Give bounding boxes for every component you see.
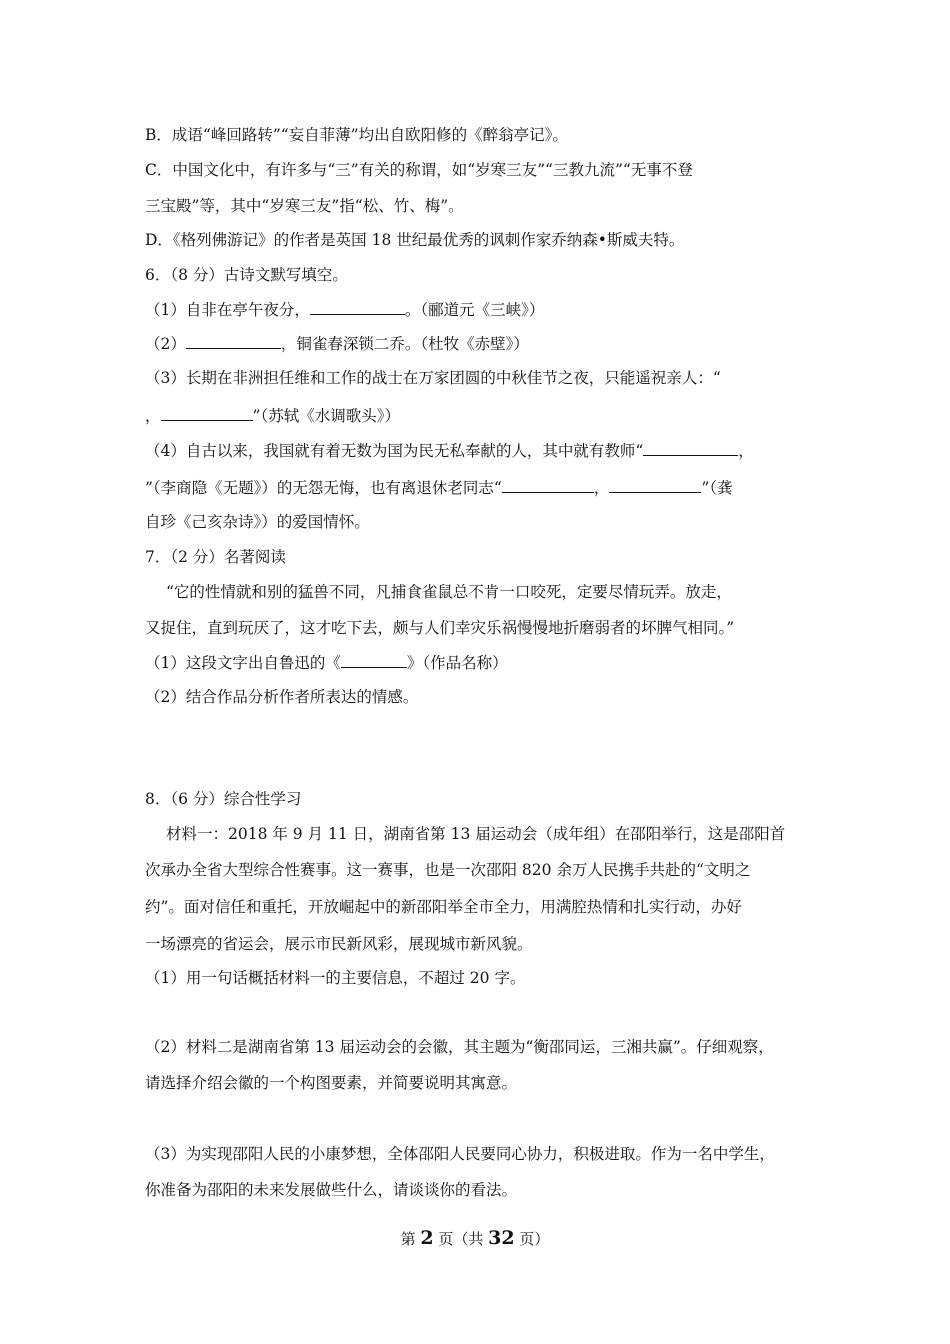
q6-sentence-3-line2 (145, 404, 825, 427)
answer-blank[interactable] (643, 439, 738, 456)
q7-s1-prefix: （1）这段文字出自鲁迅的《 (145, 654, 341, 672)
q8-material1-line2: 次承办全省大型综合性赛事。这一赛事，也是一次邵阳 820 余万人民携手共赴的“文明之 (145, 861, 751, 879)
answer-blank[interactable] (161, 404, 253, 421)
q8-sub1: （1）用一句话概括材料一的主要信息，不超过 20 字。 (145, 969, 526, 987)
q6-s3-suffix: ”（苏轼《水调歌头》） (252, 407, 400, 425)
q6-s4-text-a: ”（李商隐《无题》）的无怨无悔，也有离退休老同志“ (145, 479, 502, 497)
answer-blank[interactable] (502, 476, 594, 493)
q6-s3-prefix: ， (145, 407, 161, 425)
q8-material1-line1: 材料一：2018 年 9 月 11 日，湖南省第 13 届运动会（成年组）在邵阳举行，这是邵阳首 (166, 825, 786, 843)
footer-suffix: 页） (519, 1230, 550, 1248)
q6-s1-prefix: （1）自非在亭午夜分， (145, 301, 310, 319)
q8-title: 8．（6 分）综合性学习 (145, 790, 302, 808)
q7-s1-suffix: 》（作品名称） (406, 654, 508, 672)
footer-middle: 页（共 (438, 1230, 484, 1248)
q6-sentence-2 (145, 332, 825, 355)
q5-option-b: B．成语“峰回路转”“妄自菲薄”均出自欧阳修的《醉翁亭记》。 (145, 126, 568, 144)
q6-s4-text-c: ”（龚 (701, 479, 733, 497)
q6-sentence-4-line2 (145, 476, 825, 499)
q8-sub3-line2: 你准备为邵阳的未来发展做些什么，请谈谈你的看法。 (145, 1181, 518, 1199)
answer-blank[interactable] (186, 332, 281, 349)
q7-title: 7．（2 分）名著阅读 (145, 548, 286, 566)
answer-blank[interactable] (341, 651, 407, 668)
q6-sentence-3-line1: （3）长期在非洲担任维和工作的战士在万家团圆的中秋佳节之夜，只能遥祝亲人：“ (145, 369, 721, 387)
q8-sub2-line2: 请选择介绍会徽的一个构图要素，并简要说明其寓意。 (145, 1074, 518, 1092)
footer-prefix: 第 (400, 1230, 416, 1248)
q7-quote-line1: “它的性情就和别的猛兽不同，凡捕食雀鼠总不肯一口咬死，定要尽情玩弄。放走， (166, 583, 732, 601)
q8-material1-line3: 约”。面对信任和重托，开放崛起中的新邵阳举全市全力，用满腔热情和扎实行动，办好 (145, 898, 742, 916)
q6-s1-suffix: 。（郦道元《三峡》） (404, 301, 545, 319)
q6-s4-text-b: ， (593, 479, 610, 497)
q5-option-c-line2: 三宝殿”等，其中“岁寒三友”指“松、竹、梅”。 (145, 197, 464, 215)
q6-sentence-4-line3: 自珍《己亥杂诗》）的爱国情怀。 (145, 513, 370, 531)
q7-quote-line2: 又捉住，直到玩厌了，这才吃下去，颇与人们幸灾乐祸慢慢地折磨弱者的坏脾气相同。” (145, 619, 735, 637)
q7-sub2: （2）结合作品分析作者所表达的情感。 (145, 688, 419, 706)
q6-s2-prefix: （2） (145, 335, 186, 353)
q7-sub1 (145, 651, 825, 674)
q5-option-c-line1: C．中国文化中，有许多与“三”有关的称谓，如“岁寒三友”“三教九流”“无事不登 (145, 161, 693, 179)
q8-sub2-line1: （2）材料二是湖南省第 13 届运动会的会徽，其主题为“衡邵同运，三湘共赢”。仔细观察， (145, 1038, 774, 1056)
footer-total-pages: 32 (488, 1227, 515, 1249)
q6-s4-comma: ， (738, 442, 754, 460)
q8-sub3-line1: （3）为实现邵阳人民的小康梦想，全体邵阳人民要同心协力，积极进取。作为一名中学生， (145, 1145, 775, 1163)
q6-title: 6．（8 分）古诗文默写填空。 (145, 266, 348, 284)
q6-sentence-4-line1 (145, 439, 825, 462)
q8-material1-line4: 一场漂亮的省运会，展示市民新风彩，展现城市新风貌。 (145, 935, 533, 953)
answer-blank[interactable] (310, 298, 405, 315)
q6-sentence-1 (145, 298, 825, 321)
page-footer (0, 1227, 950, 1249)
q6-s2-suffix: ，铜雀春深锁二乔。（杜牧《赤壁》） (280, 335, 529, 353)
q6-s4-prefix: （4）自古以来，我国就有着无数为国为民无私奉献的人，其中就有教师“ (145, 442, 644, 460)
answer-blank[interactable] (609, 476, 701, 493)
q5-option-d: D．《格列佛游记》的作者是英国 18 世纪最优秀的讽刺作家乔纳森•斯威夫特。 (145, 231, 685, 249)
footer-page-number: 2 (420, 1227, 434, 1249)
